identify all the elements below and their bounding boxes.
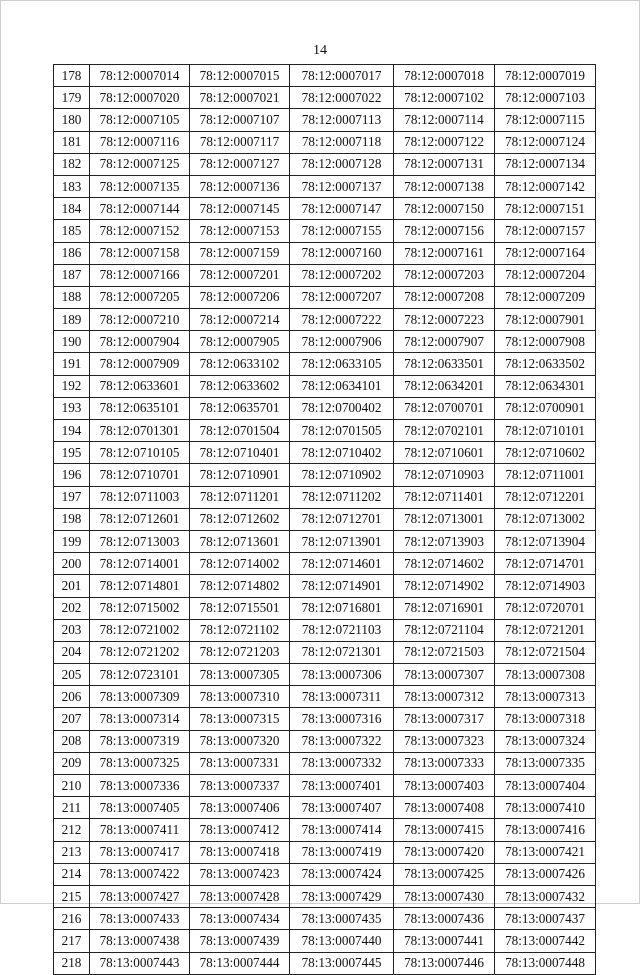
row-number-cell: 193: [54, 397, 90, 419]
cadastral-number-cell: 78:12:0634301: [495, 375, 596, 397]
cadastral-number-cell: 78:12:0007214: [190, 309, 290, 331]
cadastral-number-cell: 78:12:0714602: [394, 553, 495, 575]
cadastral-number-cell: 78:13:0007335: [495, 752, 596, 774]
table-row: [54, 131, 596, 153]
table-row: [54, 819, 596, 841]
cadastral-number-cell: 78:13:0007425: [394, 863, 495, 885]
row-number-cell: 214: [54, 863, 90, 885]
cadastral-number-cell: 78:12:0723101: [90, 664, 190, 686]
row-number-cell: 182: [54, 153, 90, 175]
cadastral-number-cell: 78:12:0721002: [90, 619, 190, 641]
table-row: [54, 375, 596, 397]
table-row: [54, 464, 596, 486]
cadastral-number-cell: 78:13:0007444: [190, 952, 290, 974]
cadastral-number-cell: 78:12:0007103: [495, 87, 596, 109]
cadastral-number-cell: 78:12:0007135: [90, 175, 190, 197]
cadastral-number-cell: 78:12:0007905: [190, 331, 290, 353]
table-row: [54, 309, 596, 331]
cadastral-number-cell: 78:13:0007429: [290, 885, 394, 907]
cadastral-number-cell: 78:12:0633105: [290, 353, 394, 375]
cadastral-number-cell: 78:13:0007426: [495, 863, 596, 885]
cadastral-number-cell: 78:13:0007318: [495, 708, 596, 730]
cadastral-number-cell: 78:12:0007131: [394, 153, 495, 175]
cadastral-number-cell: 78:12:0007205: [90, 286, 190, 308]
table-row: [54, 553, 596, 575]
cadastral-number-cell: 78:13:0007323: [394, 730, 495, 752]
table-row: [54, 65, 596, 87]
cadastral-number-cell: 78:12:0714901: [290, 575, 394, 597]
table-row: [54, 797, 596, 819]
cadastral-number-cell: 78:13:0007420: [394, 841, 495, 863]
cadastral-number-cell: 78:12:0007128: [290, 153, 394, 175]
table-row: [54, 930, 596, 952]
cadastral-number-cell: 78:13:0007434: [190, 908, 290, 930]
cadastral-number-cell: 78:13:0007410: [495, 797, 596, 819]
cadastral-number-cell: 78:12:0007156: [394, 220, 495, 242]
cadastral-number-cell: 78:12:0713904: [495, 530, 596, 552]
cadastral-number-cell: 78:12:0007210: [90, 309, 190, 331]
cadastral-number-cell: 78:13:0007441: [394, 930, 495, 952]
cadastral-number-cell: 78:12:0007014: [90, 65, 190, 87]
cadastral-number-cell: 78:12:0710903: [394, 464, 495, 486]
table-row: [54, 664, 596, 686]
cadastral-number-cell: 78:12:0713601: [190, 530, 290, 552]
cadastral-number-cell: 78:12:0710602: [495, 442, 596, 464]
cadastral-number-cell: 78:12:0007223: [394, 309, 495, 331]
cadastral-number-cell: 78:12:0700701: [394, 397, 495, 419]
table-row: [54, 198, 596, 220]
cadastral-number-cell: 78:12:0007020: [90, 87, 190, 109]
table-row: [54, 908, 596, 930]
table-row: [54, 420, 596, 442]
row-number-cell: 188: [54, 286, 90, 308]
cadastral-number-cell: 78:12:0712201: [495, 486, 596, 508]
cadastral-number-cell: 78:12:0711003: [90, 486, 190, 508]
cadastral-number-cell: 78:13:0007333: [394, 752, 495, 774]
row-number-cell: 211: [54, 797, 90, 819]
cadastral-number-cell: 78:13:0007331: [190, 752, 290, 774]
cadastral-number-cell: 78:13:0007325: [90, 752, 190, 774]
cadastral-number-cell: 78:13:0007314: [90, 708, 190, 730]
row-number-cell: 178: [54, 65, 90, 87]
cadastral-number-cell: 78:12:0007207: [290, 286, 394, 308]
cadastral-number-cell: 78:12:0007127: [190, 153, 290, 175]
cadastral-number-cell: 78:12:0634101: [290, 375, 394, 397]
cadastral-number-cell: 78:12:0721301: [290, 641, 394, 663]
cadastral-number-cell: 78:13:0007313: [495, 686, 596, 708]
table-row: [54, 641, 596, 663]
table-row: [54, 220, 596, 242]
cadastral-number-cell: 78:12:0007114: [394, 109, 495, 131]
cadastral-number-cell: 78:13:0007418: [190, 841, 290, 863]
cadastral-number-cell: 78:12:0007209: [495, 286, 596, 308]
table-row: [54, 397, 596, 419]
cadastral-number-cell: 78:13:0007336: [90, 775, 190, 797]
cadastral-number-cell: 78:12:0007107: [190, 109, 290, 131]
cadastral-number-cell: 78:13:0007306: [290, 664, 394, 686]
cadastral-number-cell: 78:12:0701504: [190, 420, 290, 442]
cadastral-number-cell: 78:13:0007416: [495, 819, 596, 841]
row-number-cell: 194: [54, 420, 90, 442]
cadastral-number-cell: 78:12:0007208: [394, 286, 495, 308]
table-row: [54, 530, 596, 552]
cadastral-number-cell: 78:13:0007310: [190, 686, 290, 708]
cadastral-number-cell: 78:12:0701505: [290, 420, 394, 442]
cadastral-number-cell: 78:13:0007406: [190, 797, 290, 819]
cadastral-number-cell: 78:12:0633501: [394, 353, 495, 375]
table-row: [54, 775, 596, 797]
cadastral-number-cell: 78:12:0714902: [394, 575, 495, 597]
cadastral-number-cell: 78:12:0715002: [90, 597, 190, 619]
cadastral-number-cell: 78:13:0007440: [290, 930, 394, 952]
cadastral-number-cell: 78:12:0007908: [495, 331, 596, 353]
table-row: [54, 153, 596, 175]
cadastral-number-cell: 78:13:0007415: [394, 819, 495, 841]
cadastral-number-cell: 78:13:0007322: [290, 730, 394, 752]
cadastral-number-cell: 78:12:0007017: [290, 65, 394, 87]
table-row: [54, 175, 596, 197]
row-number-cell: 215: [54, 885, 90, 907]
cadastral-number-cell: 78:12:0721503: [394, 641, 495, 663]
cadastral-number-cell: 78:13:0007324: [495, 730, 596, 752]
cadastral-number-cell: 78:13:0007417: [90, 841, 190, 863]
row-number-cell: 191: [54, 353, 90, 375]
cadastral-number-cell: 78:12:0711001: [495, 464, 596, 486]
cadastral-number-cell: 78:12:0007018: [394, 65, 495, 87]
cadastral-number-cell: 78:13:0007430: [394, 885, 495, 907]
cadastral-number-cell: 78:13:0007311: [290, 686, 394, 708]
table-row: [54, 730, 596, 752]
row-number-cell: 186: [54, 242, 90, 264]
row-number-cell: 179: [54, 87, 90, 109]
cadastral-number-cell: 78:13:0007408: [394, 797, 495, 819]
row-number-cell: 198: [54, 508, 90, 530]
cadastral-number-cell: 78:12:0700402: [290, 397, 394, 419]
cadastral-number-cell: 78:12:0007142: [495, 175, 596, 197]
table-row: [54, 863, 596, 885]
cadastral-number-cell: 78:12:0007906: [290, 331, 394, 353]
cadastral-number-cell: 78:13:0007317: [394, 708, 495, 730]
cadastral-number-cell: 78:12:0007909: [90, 353, 190, 375]
cadastral-number-cell: 78:12:0714701: [495, 553, 596, 575]
cadastral-number-cell: 78:12:0710401: [190, 442, 290, 464]
cadastral-number-cell: 78:12:0710701: [90, 464, 190, 486]
cadastral-number-cell: 78:12:0721102: [190, 619, 290, 641]
cadastral-number-cell: 78:12:0713901: [290, 530, 394, 552]
table-row: [54, 952, 596, 974]
cadastral-number-cell: 78:12:0711201: [190, 486, 290, 508]
cadastral-number-cell: 78:12:0007202: [290, 264, 394, 286]
cadastral-number-cell: 78:13:0007319: [90, 730, 190, 752]
row-number-cell: 210: [54, 775, 90, 797]
row-number-cell: 185: [54, 220, 90, 242]
cadastral-number-cell: 78:13:0007307: [394, 664, 495, 686]
cadastral-number-cell: 78:13:0007435: [290, 908, 394, 930]
cadastral-number-cell: 78:12:0713001: [394, 508, 495, 530]
row-number-cell: 184: [54, 198, 90, 220]
cadastral-number-cell: 78:13:0007332: [290, 752, 394, 774]
cadastral-number-cell: 78:13:0007442: [495, 930, 596, 952]
cadastral-number-cell: 78:13:0007412: [190, 819, 290, 841]
cadastral-number-cell: 78:12:0007159: [190, 242, 290, 264]
row-number-cell: 202: [54, 597, 90, 619]
table-row: [54, 841, 596, 863]
cadastral-number-cell: 78:12:0007102: [394, 87, 495, 109]
cadastral-number-cell: 78:12:0007105: [90, 109, 190, 131]
row-number-cell: 181: [54, 131, 90, 153]
row-number-cell: 213: [54, 841, 90, 863]
cadastral-number-cell: 78:12:0713002: [495, 508, 596, 530]
cadastral-number-cell: 78:12:0635101: [90, 397, 190, 419]
row-number-cell: 208: [54, 730, 90, 752]
cadastral-number-cell: 78:12:0714903: [495, 575, 596, 597]
cadastral-number-cell: 78:12:0712602: [190, 508, 290, 530]
cadastral-number-cell: 78:12:0007021: [190, 87, 290, 109]
row-number-cell: 216: [54, 908, 90, 930]
row-number-cell: 196: [54, 464, 90, 486]
cadastral-number-cell: 78:12:0720701: [495, 597, 596, 619]
cadastral-number-cell: 78:12:0711401: [394, 486, 495, 508]
row-number-cell: 212: [54, 819, 90, 841]
cadastral-number-cell: 78:12:0710902: [290, 464, 394, 486]
cadastral-number-cell: 78:12:0721202: [90, 641, 190, 663]
cadastral-number-cell: 78:12:0007158: [90, 242, 190, 264]
cadastral-number-cell: 78:13:0007404: [495, 775, 596, 797]
row-number-cell: 201: [54, 575, 90, 597]
cadastral-number-cell: 78:12:0716901: [394, 597, 495, 619]
cadastral-number-cell: 78:12:0721203: [190, 641, 290, 663]
cadastral-number-cell: 78:12:0710101: [495, 420, 596, 442]
cadastral-number-cell: 78:12:0714002: [190, 553, 290, 575]
row-number-cell: 192: [54, 375, 90, 397]
table-row: [54, 885, 596, 907]
table-row: [54, 597, 596, 619]
row-number-cell: 190: [54, 331, 90, 353]
cadastral-number-cell: 78:12:0007166: [90, 264, 190, 286]
cadastral-number-cell: 78:12:0007115: [495, 109, 596, 131]
cadastral-number-cell: 78:12:0007136: [190, 175, 290, 197]
cadastral-number-cell: 78:12:0007203: [394, 264, 495, 286]
cadastral-number-cell: 78:12:0715501: [190, 597, 290, 619]
cadastral-number-cell: 78:12:0712601: [90, 508, 190, 530]
page-number: 14: [313, 43, 327, 58]
cadastral-number-cell: 78:12:0633602: [190, 375, 290, 397]
cadastral-number-cell: 78:12:0633102: [190, 353, 290, 375]
cadastral-number-cell: 78:12:0007022: [290, 87, 394, 109]
table-row: [54, 575, 596, 597]
cadastral-number-cell: 78:12:0721104: [394, 619, 495, 641]
cadastral-number-cell: 78:12:0712701: [290, 508, 394, 530]
cadastral-number-cell: 78:13:0007407: [290, 797, 394, 819]
cadastral-number-cell: 78:12:0007901: [495, 309, 596, 331]
table-row: [54, 508, 596, 530]
cadastral-number-cell: 78:12:0713003: [90, 530, 190, 552]
cadastral-number-cell: 78:12:0635701: [190, 397, 290, 419]
cadastral-number-cell: 78:13:0007312: [394, 686, 495, 708]
cadastral-number-cell: 78:12:0721103: [290, 619, 394, 641]
cadastral-number-cell: 78:12:0702101: [394, 420, 495, 442]
cadastral-number-cell: 78:12:0714802: [190, 575, 290, 597]
row-number-cell: 197: [54, 486, 90, 508]
table-row: [54, 264, 596, 286]
cadastral-number-cell: 78:12:0007122: [394, 131, 495, 153]
table-row: [54, 486, 596, 508]
table-row: [54, 752, 596, 774]
table-row: [54, 331, 596, 353]
cadastral-number-cell: 78:12:0007144: [90, 198, 190, 220]
cadastral-number-cell: 78:12:0721201: [495, 619, 596, 641]
cadastral-number-cell: 78:12:0007125: [90, 153, 190, 175]
cadastral-number-cell: 78:12:0007155: [290, 220, 394, 242]
cadastral-number-cell: 78:12:0007138: [394, 175, 495, 197]
cadastral-number-cell: 78:13:0007445: [290, 952, 394, 974]
cadastral-number-cell: 78:12:0007134: [495, 153, 596, 175]
cadastral-number-cell: 78:13:0007438: [90, 930, 190, 952]
cadastral-number-cell: 78:13:0007419: [290, 841, 394, 863]
row-number-cell: 180: [54, 109, 90, 131]
cadastral-number-cell: 78:13:0007316: [290, 708, 394, 730]
cadastral-number-cell: 78:12:0007157: [495, 220, 596, 242]
cadastral-number-cell: 78:12:0007151: [495, 198, 596, 220]
cadastral-number-cell: 78:13:0007423: [190, 863, 290, 885]
row-number-cell: 203: [54, 619, 90, 641]
table-row: [54, 686, 596, 708]
cadastral-number-cell: 78:13:0007414: [290, 819, 394, 841]
table-row: [54, 708, 596, 730]
cadastral-number-cell: 78:12:0007204: [495, 264, 596, 286]
cadastral-number-cell: 78:12:0700901: [495, 397, 596, 419]
cadastral-number-cell: 78:12:0007145: [190, 198, 290, 220]
cadastral-number-cell: 78:12:0007019: [495, 65, 596, 87]
cadastral-number-cell: 78:12:0710901: [190, 464, 290, 486]
cadastral-number-cell: 78:13:0007308: [495, 664, 596, 686]
cadastral-number-cell: 78:12:0007118: [290, 131, 394, 153]
cadastral-number-cell: 78:12:0633601: [90, 375, 190, 397]
row-number-cell: 200: [54, 553, 90, 575]
cadastral-number-cell: 78:12:0007904: [90, 331, 190, 353]
cadastral-number-cell: 78:12:0714801: [90, 575, 190, 597]
cadastral-number-cell: 78:12:0007222: [290, 309, 394, 331]
cadastral-number-cell: 78:12:0007160: [290, 242, 394, 264]
cadastral-number-cell: 78:12:0713903: [394, 530, 495, 552]
row-number-cell: 205: [54, 664, 90, 686]
cadastral-number-cell: 78:13:0007443: [90, 952, 190, 974]
cadastral-number-cell: 78:12:0714001: [90, 553, 190, 575]
cadastral-number-cell: 78:12:0007137: [290, 175, 394, 197]
cadastral-number-cell: 78:13:0007427: [90, 885, 190, 907]
cadastral-number-cell: 78:12:0007150: [394, 198, 495, 220]
row-number-cell: 218: [54, 952, 90, 974]
cadastral-number-cell: 78:12:0716801: [290, 597, 394, 619]
cadastral-number-cell: 78:13:0007433: [90, 908, 190, 930]
cadastral-number-cell: 78:13:0007337: [190, 775, 290, 797]
cadastral-number-cell: 78:12:0007152: [90, 220, 190, 242]
cadastral-number-cell: 78:12:0007147: [290, 198, 394, 220]
cadastral-number-cell: 78:12:0007015: [190, 65, 290, 87]
cadastral-number-cell: 78:13:0007405: [90, 797, 190, 819]
row-number-cell: 209: [54, 752, 90, 774]
cadastral-number-cell: 78:13:0007411: [90, 819, 190, 841]
cadastral-number-cell: 78:13:0007320: [190, 730, 290, 752]
cadastral-number-cell: 78:12:0711202: [290, 486, 394, 508]
cadastral-number-cell: 78:13:0007305: [190, 664, 290, 686]
cadastral-number-cell: 78:13:0007446: [394, 952, 495, 974]
cadastral-number-cell: 78:13:0007448: [495, 952, 596, 974]
cadastral-numbers-table: [53, 64, 596, 975]
cadastral-number-cell: 78:13:0007315: [190, 708, 290, 730]
cadastral-number-cell: 78:12:0710105: [90, 442, 190, 464]
cadastral-number-cell: 78:13:0007439: [190, 930, 290, 952]
table-row: [54, 87, 596, 109]
row-number-cell: 217: [54, 930, 90, 952]
table-body: [54, 65, 596, 975]
cadastral-number-cell: 78:12:0710601: [394, 442, 495, 464]
cadastral-number-cell: 78:12:0007116: [90, 131, 190, 153]
cadastral-number-cell: 78:12:0007161: [394, 242, 495, 264]
cadastral-number-cell: 78:13:0007421: [495, 841, 596, 863]
cadastral-number-cell: 78:12:0714601: [290, 553, 394, 575]
row-number-cell: 207: [54, 708, 90, 730]
cadastral-number-cell: 78:13:0007403: [394, 775, 495, 797]
row-number-cell: 183: [54, 175, 90, 197]
table-row: [54, 286, 596, 308]
row-number-cell: 189: [54, 309, 90, 331]
cadastral-number-cell: 78:12:0633502: [495, 353, 596, 375]
cadastral-number-cell: 78:12:0007153: [190, 220, 290, 242]
table-row: [54, 109, 596, 131]
cadastral-number-cell: 78:12:0701301: [90, 420, 190, 442]
cadastral-number-cell: 78:13:0007422: [90, 863, 190, 885]
cadastral-number-cell: 78:13:0007432: [495, 885, 596, 907]
cadastral-number-cell: 78:13:0007401: [290, 775, 394, 797]
cadastral-number-cell: 78:12:0634201: [394, 375, 495, 397]
cadastral-number-cell: 78:13:0007424: [290, 863, 394, 885]
cadastral-number-cell: 78:13:0007437: [495, 908, 596, 930]
row-number-cell: 204: [54, 641, 90, 663]
cadastral-number-cell: 78:13:0007436: [394, 908, 495, 930]
row-number-cell: 199: [54, 530, 90, 552]
table-row: [54, 242, 596, 264]
cadastral-number-cell: 78:12:0721504: [495, 641, 596, 663]
cadastral-number-cell: 78:12:0007206: [190, 286, 290, 308]
cadastral-number-cell: 78:12:0007201: [190, 264, 290, 286]
row-number-cell: 187: [54, 264, 90, 286]
cadastral-number-cell: 78:12:0007117: [190, 131, 290, 153]
cadastral-number-cell: 78:12:0007124: [495, 131, 596, 153]
row-number-cell: 195: [54, 442, 90, 464]
cadastral-number-cell: 78:12:0710402: [290, 442, 394, 464]
table-row: [54, 353, 596, 375]
cadastral-number-cell: 78:12:0007907: [394, 331, 495, 353]
cadastral-number-cell: 78:12:0007164: [495, 242, 596, 264]
cadastral-number-cell: 78:12:0007113: [290, 109, 394, 131]
table-row: [54, 619, 596, 641]
row-number-cell: 206: [54, 686, 90, 708]
cadastral-number-cell: 78:13:0007428: [190, 885, 290, 907]
cadastral-number-cell: 78:13:0007309: [90, 686, 190, 708]
table-row: [54, 442, 596, 464]
